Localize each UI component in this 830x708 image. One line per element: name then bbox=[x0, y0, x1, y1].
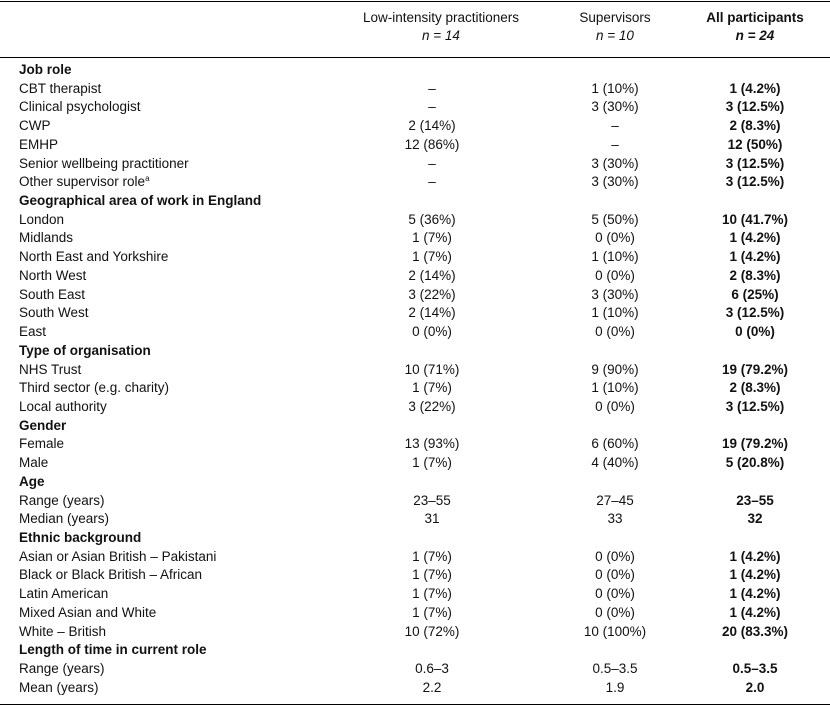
supervisors-cell: 1 (10%) bbox=[591, 305, 639, 321]
all-participants-cell: 1 (4.2%) bbox=[729, 230, 781, 246]
footnote-marker: a bbox=[145, 174, 150, 184]
row-label-text: Latin American bbox=[19, 586, 109, 602]
row-label-text: Length of time in current role bbox=[19, 642, 207, 658]
practitioners-cell: – bbox=[428, 99, 436, 115]
supervisors-cell: 1 (10%) bbox=[591, 80, 639, 96]
section-heading bbox=[19, 342, 151, 361]
all-participants-cell: 1 (4.2%) bbox=[729, 604, 781, 620]
table-row bbox=[0, 80, 830, 99]
row-label bbox=[19, 211, 64, 230]
supervisors-cell: 9 (90%) bbox=[591, 361, 639, 377]
supervisors-cell: 6 (60%) bbox=[591, 436, 639, 452]
table-row bbox=[0, 155, 830, 174]
all-participants-cell: 32 bbox=[747, 511, 763, 527]
row-label-text: Local authority bbox=[19, 398, 107, 414]
table-row bbox=[0, 173, 830, 192]
header-rule bbox=[0, 57, 830, 58]
supervisors-cell: 3 (30%) bbox=[591, 155, 639, 171]
supervisors-cell: 0.5–3.5 bbox=[592, 661, 638, 677]
practitioners-cell: 31 bbox=[424, 511, 440, 527]
row-label-text: CWP bbox=[19, 118, 51, 134]
table-row bbox=[0, 679, 830, 698]
all-participants-cell: 5 (20.8%) bbox=[725, 455, 785, 471]
section-heading-row bbox=[0, 192, 830, 211]
row-label-text: CBT therapist bbox=[19, 80, 102, 96]
row-label-text: London bbox=[19, 211, 65, 227]
practitioners-cell: 13 (93%) bbox=[404, 436, 460, 452]
supervisors-cell: – bbox=[611, 118, 619, 134]
table-row bbox=[0, 566, 830, 585]
row-label bbox=[19, 660, 105, 679]
practitioners-cell: 10 (72%) bbox=[404, 623, 460, 639]
section-heading bbox=[19, 529, 141, 548]
header-col2-n: n = 10 bbox=[596, 28, 634, 43]
row-label bbox=[19, 623, 106, 642]
section-heading-row bbox=[0, 342, 830, 361]
table-row bbox=[0, 398, 830, 417]
all-participants-cell: 2 (8.3%) bbox=[729, 118, 781, 134]
row-label bbox=[19, 304, 89, 323]
row-label bbox=[19, 117, 51, 136]
row-label-text: Range (years) bbox=[19, 492, 105, 508]
table-row bbox=[0, 361, 830, 380]
table-row bbox=[0, 211, 830, 230]
row-label-text: East bbox=[19, 324, 47, 340]
supervisors-cell: – bbox=[611, 136, 619, 152]
section-heading bbox=[19, 61, 72, 80]
row-label-text: Midlands bbox=[19, 230, 74, 246]
row-label-text: NHS Trust bbox=[19, 361, 82, 377]
row-label-text: North West bbox=[19, 267, 87, 283]
header-col2-title: Supervisors bbox=[579, 10, 651, 25]
section-heading bbox=[19, 473, 45, 492]
supervisors-cell: 0 (0%) bbox=[595, 324, 635, 340]
top-rule bbox=[0, 1, 830, 2]
supervisors-cell: 4 (40%) bbox=[591, 455, 639, 471]
all-participants-cell: 19 (79.2%) bbox=[721, 361, 789, 377]
row-label bbox=[19, 267, 86, 286]
row-label bbox=[19, 492, 105, 511]
all-participants-cell: 6 (25%) bbox=[731, 286, 779, 302]
supervisors-cell: 33 bbox=[607, 511, 623, 527]
table-row bbox=[0, 286, 830, 305]
section-heading-row bbox=[0, 529, 830, 548]
row-label-text: Median (years) bbox=[19, 511, 110, 527]
supervisors-cell: 0 (0%) bbox=[595, 548, 635, 564]
practitioners-cell: 1 (7%) bbox=[412, 548, 452, 564]
supervisors-cell: 0 (0%) bbox=[595, 230, 635, 246]
row-label-text: Age bbox=[19, 473, 45, 489]
all-participants-cell: 0 (0%) bbox=[735, 324, 775, 340]
all-participants-cell: 2.0 bbox=[745, 679, 765, 695]
all-participants-cell: 1 (4.2%) bbox=[729, 567, 781, 583]
row-label-text: Range (years) bbox=[19, 661, 105, 677]
practitioners-cell: 3 (22%) bbox=[408, 398, 456, 414]
table-row bbox=[0, 267, 830, 286]
all-participants-cell: 3 (12.5%) bbox=[725, 155, 785, 171]
table-row bbox=[0, 229, 830, 248]
table-row bbox=[0, 623, 830, 642]
practitioners-cell: 10 (71%) bbox=[404, 361, 460, 377]
header-all-participants bbox=[695, 9, 815, 45]
row-label bbox=[19, 136, 58, 155]
row-label-text: Ethnic background bbox=[19, 530, 142, 545]
row-label-text: Asian or Asian British – Pakistani bbox=[19, 548, 217, 564]
all-participants-cell: 10 (41.7%) bbox=[721, 211, 789, 227]
all-participants-cell: 19 (79.2%) bbox=[721, 436, 789, 452]
supervisors-cell: 10 (100%) bbox=[583, 623, 647, 639]
header-col1-n: n = 14 bbox=[422, 28, 460, 43]
section-heading-row bbox=[0, 61, 830, 80]
table-row bbox=[0, 248, 830, 267]
row-label bbox=[19, 585, 108, 604]
header-col3-title: All participants bbox=[706, 10, 804, 25]
practitioners-cell: 1 (7%) bbox=[412, 567, 452, 583]
table-row bbox=[0, 492, 830, 511]
row-label-text: Gender bbox=[19, 417, 67, 433]
practitioners-cell: 0 (0%) bbox=[412, 324, 452, 340]
header-low-intensity-practitioners bbox=[306, 9, 576, 45]
practitioners-cell: 1 (7%) bbox=[412, 230, 452, 246]
table-row bbox=[0, 136, 830, 155]
row-label bbox=[19, 361, 81, 380]
all-participants-cell: 1 (4.2%) bbox=[729, 249, 781, 265]
practitioners-cell: 2 (14%) bbox=[408, 118, 456, 134]
header-col3-n: n = 24 bbox=[735, 28, 775, 43]
all-participants-cell: 3 (12.5%) bbox=[725, 398, 785, 414]
row-label-text: Male bbox=[19, 455, 49, 471]
row-label-text: Job role bbox=[19, 62, 72, 77]
row-label-text: Mixed Asian and White bbox=[19, 604, 157, 620]
table-row bbox=[0, 604, 830, 623]
header-col1-title: Low-intensity practitioners bbox=[362, 10, 520, 25]
row-label bbox=[19, 379, 169, 398]
row-label bbox=[19, 435, 64, 454]
row-label-text: Black or Black British – African bbox=[19, 567, 203, 583]
row-label bbox=[19, 248, 168, 267]
all-participants-cell: 2 (8.3%) bbox=[729, 380, 781, 396]
row-label bbox=[19, 679, 99, 698]
supervisors-cell: 0 (0%) bbox=[595, 586, 635, 602]
supervisors-cell: 0 (0%) bbox=[595, 267, 635, 283]
supervisors-cell: 27–45 bbox=[596, 492, 634, 508]
all-participants-cell: 1 (4.2%) bbox=[729, 548, 781, 564]
all-participants-cell: 3 (12.5%) bbox=[725, 174, 785, 190]
row-label bbox=[19, 548, 216, 567]
supervisors-cell: 5 (50%) bbox=[591, 211, 639, 227]
practitioners-cell: 12 (86%) bbox=[404, 136, 460, 152]
practitioners-cell: 2 (14%) bbox=[408, 267, 456, 283]
supervisors-cell: 3 (30%) bbox=[591, 174, 639, 190]
row-label bbox=[19, 398, 107, 417]
row-label bbox=[19, 286, 85, 305]
supervisors-cell: 3 (30%) bbox=[591, 99, 639, 115]
row-label-text: Geographical area of work in England bbox=[19, 193, 262, 209]
table-row bbox=[0, 435, 830, 454]
row-label bbox=[19, 604, 156, 623]
table-row bbox=[0, 585, 830, 604]
supervisors-cell: 0 (0%) bbox=[595, 398, 635, 414]
practitioners-cell: 1 (7%) bbox=[412, 380, 452, 396]
practitioners-cell: – bbox=[428, 80, 436, 96]
practitioners-cell: 5 (36%) bbox=[408, 211, 456, 227]
section-heading bbox=[19, 641, 207, 660]
row-label-text: Female bbox=[19, 436, 65, 452]
practitioners-cell: 1 (7%) bbox=[412, 586, 452, 602]
row-label bbox=[19, 510, 109, 529]
practitioners-cell: – bbox=[428, 174, 436, 190]
row-label bbox=[19, 323, 46, 342]
row-label bbox=[19, 566, 202, 585]
row-label-text: Clinical psychologist bbox=[19, 99, 141, 115]
row-label-text: White – British bbox=[19, 623, 107, 639]
table-row bbox=[0, 510, 830, 529]
practitioners-cell: 2 (14%) bbox=[408, 305, 456, 321]
supervisors-cell: 1 (10%) bbox=[591, 380, 639, 396]
row-label-text: Other supervisor role bbox=[19, 174, 146, 190]
all-participants-cell: 0.5–3.5 bbox=[732, 661, 778, 677]
all-participants-cell: 3 (12.5%) bbox=[725, 305, 785, 321]
all-participants-cell: 1 (4.2%) bbox=[729, 80, 781, 96]
row-label-text: EMHP bbox=[19, 136, 59, 152]
row-label-text: Mean (years) bbox=[19, 679, 99, 695]
all-participants-cell: 2 (8.3%) bbox=[729, 267, 781, 283]
supervisors-cell: 1 (10%) bbox=[591, 249, 639, 265]
row-label-text: Type of organisation bbox=[19, 342, 151, 358]
table-row bbox=[0, 379, 830, 398]
bottom-rule bbox=[0, 704, 830, 705]
all-participants-cell: 20 (83.3%) bbox=[721, 623, 789, 639]
practitioners-cell: 0.6–3 bbox=[415, 661, 449, 677]
supervisors-cell: 1.9 bbox=[605, 679, 625, 695]
section-heading bbox=[19, 417, 66, 436]
practitioners-cell: 1 (7%) bbox=[412, 455, 452, 471]
row-label bbox=[19, 229, 73, 248]
all-participants-cell: 12 (50%) bbox=[727, 136, 783, 152]
table-row bbox=[0, 304, 830, 323]
practitioners-cell: 3 (22%) bbox=[408, 286, 456, 302]
row-label-text: South East bbox=[19, 286, 86, 302]
row-label bbox=[19, 98, 141, 117]
row-label-text: North East and Yorkshire bbox=[19, 249, 169, 265]
table-row bbox=[0, 323, 830, 342]
section-heading-row bbox=[0, 417, 830, 436]
practitioners-cell: 2.2 bbox=[422, 679, 442, 695]
row-label bbox=[19, 155, 189, 174]
row-label-text: South West bbox=[19, 305, 89, 321]
practitioners-cell: 23–55 bbox=[413, 492, 451, 508]
all-participants-cell: 23–55 bbox=[736, 492, 774, 508]
practitioners-cell: 1 (7%) bbox=[412, 604, 452, 620]
row-label bbox=[19, 80, 101, 99]
header-supervisors bbox=[555, 9, 675, 45]
all-participants-cell: 3 (12.5%) bbox=[725, 99, 785, 115]
supervisors-cell: 0 (0%) bbox=[595, 567, 635, 583]
section-heading-row bbox=[0, 641, 830, 660]
row-label-text: Senior wellbeing practitioner bbox=[19, 155, 189, 171]
table-row bbox=[0, 660, 830, 679]
table-row bbox=[0, 117, 830, 136]
section-heading-row bbox=[0, 473, 830, 492]
supervisors-cell: 3 (30%) bbox=[591, 286, 639, 302]
supervisors-cell: 0 (0%) bbox=[595, 604, 635, 620]
row-label-text: Third sector (e.g. charity) bbox=[19, 380, 170, 396]
practitioners-cell: 1 (7%) bbox=[412, 249, 452, 265]
section-heading bbox=[19, 192, 261, 211]
row-label bbox=[19, 454, 48, 473]
table-row bbox=[0, 98, 830, 117]
table-row bbox=[0, 454, 830, 473]
table-row bbox=[0, 548, 830, 567]
all-participants-cell: 1 (4.2%) bbox=[729, 586, 781, 602]
row-label bbox=[19, 173, 150, 192]
practitioners-cell: – bbox=[428, 155, 436, 171]
